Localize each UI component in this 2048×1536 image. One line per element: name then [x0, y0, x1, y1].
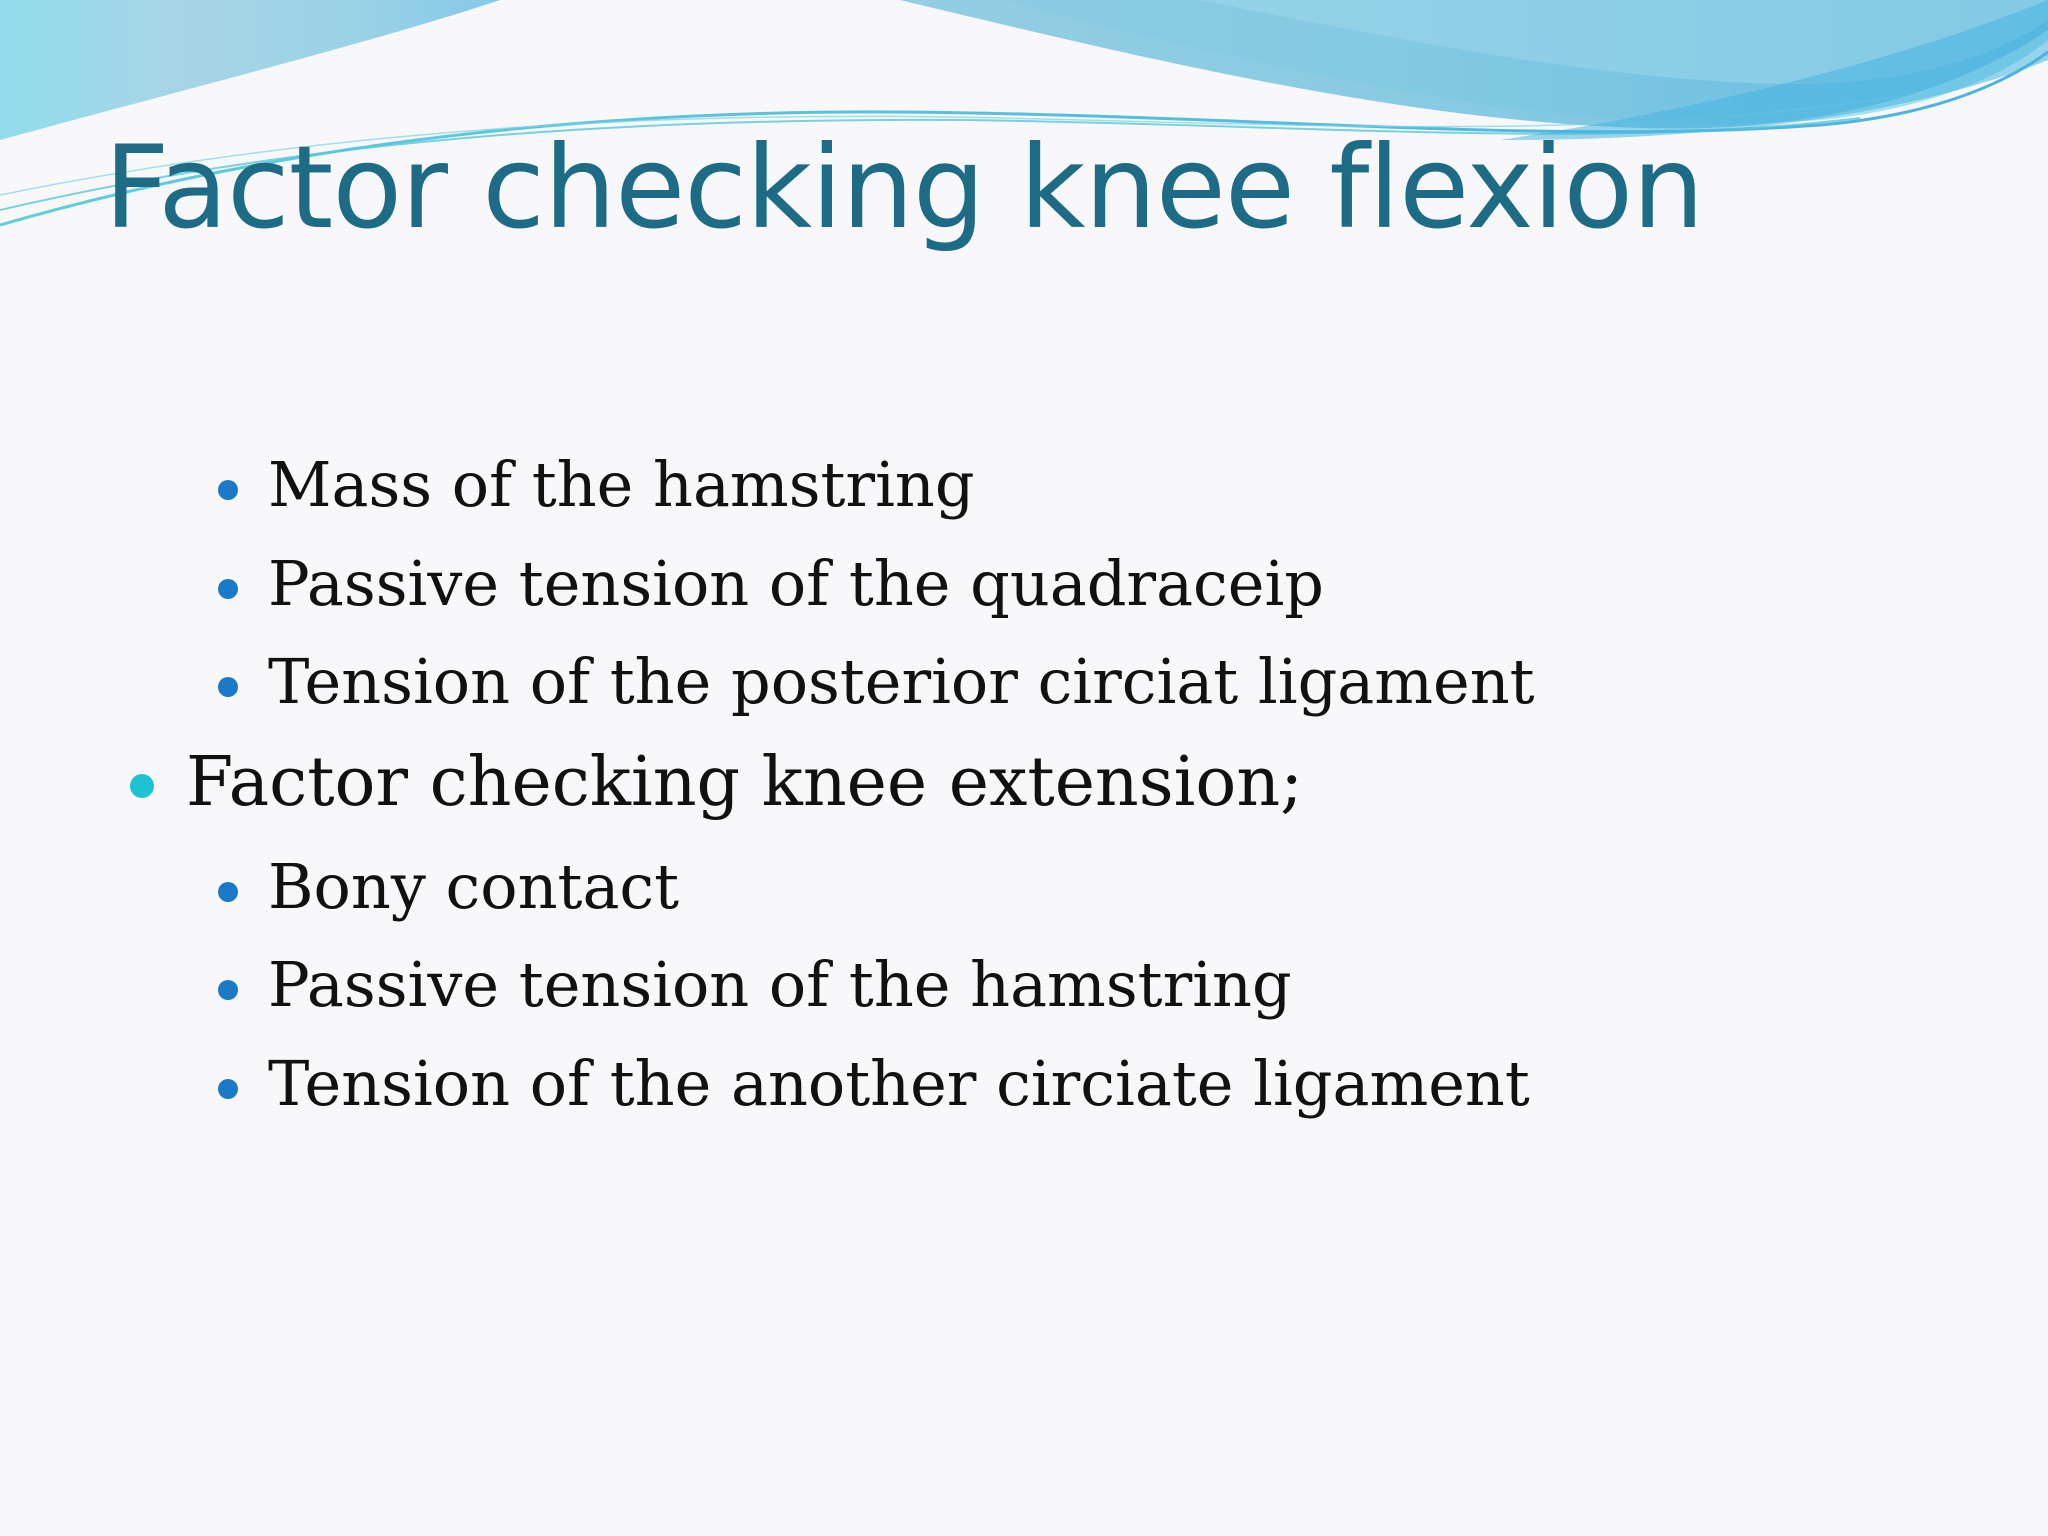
bullet-dot-icon [218, 677, 238, 697]
bullet-dot-icon [218, 579, 238, 599]
list-item-text: Passive tension of the quadraceip [268, 547, 1324, 620]
list-item [186, 733, 1303, 833]
list-item-text: Tension of the another circiate ligament [268, 1047, 1530, 1120]
slide-title: Factor checking knee flexion [104, 121, 1704, 254]
bullet-dot-icon [218, 882, 238, 902]
list-item [268, 940, 1292, 1030]
list-item [268, 637, 1535, 727]
list-item-text: Factor checking knee extension; [186, 743, 1304, 822]
list-item [268, 842, 679, 932]
list-item-text: Passive tension of the hamstring [268, 948, 1292, 1021]
bullet-dot-icon [218, 480, 238, 500]
bullet-dot-icon [130, 774, 154, 798]
list-item [268, 539, 1324, 629]
bullet-dot-icon [218, 1079, 238, 1099]
bullet-dot-icon [218, 980, 238, 1000]
list-item [268, 440, 975, 530]
list-item [268, 1039, 1530, 1129]
list-item-text: Bony contact [268, 850, 680, 923]
list-item-text: Tension of the posterior circiat ligament [268, 645, 1535, 718]
list-item-text: Mass of the hamstring [268, 448, 975, 521]
